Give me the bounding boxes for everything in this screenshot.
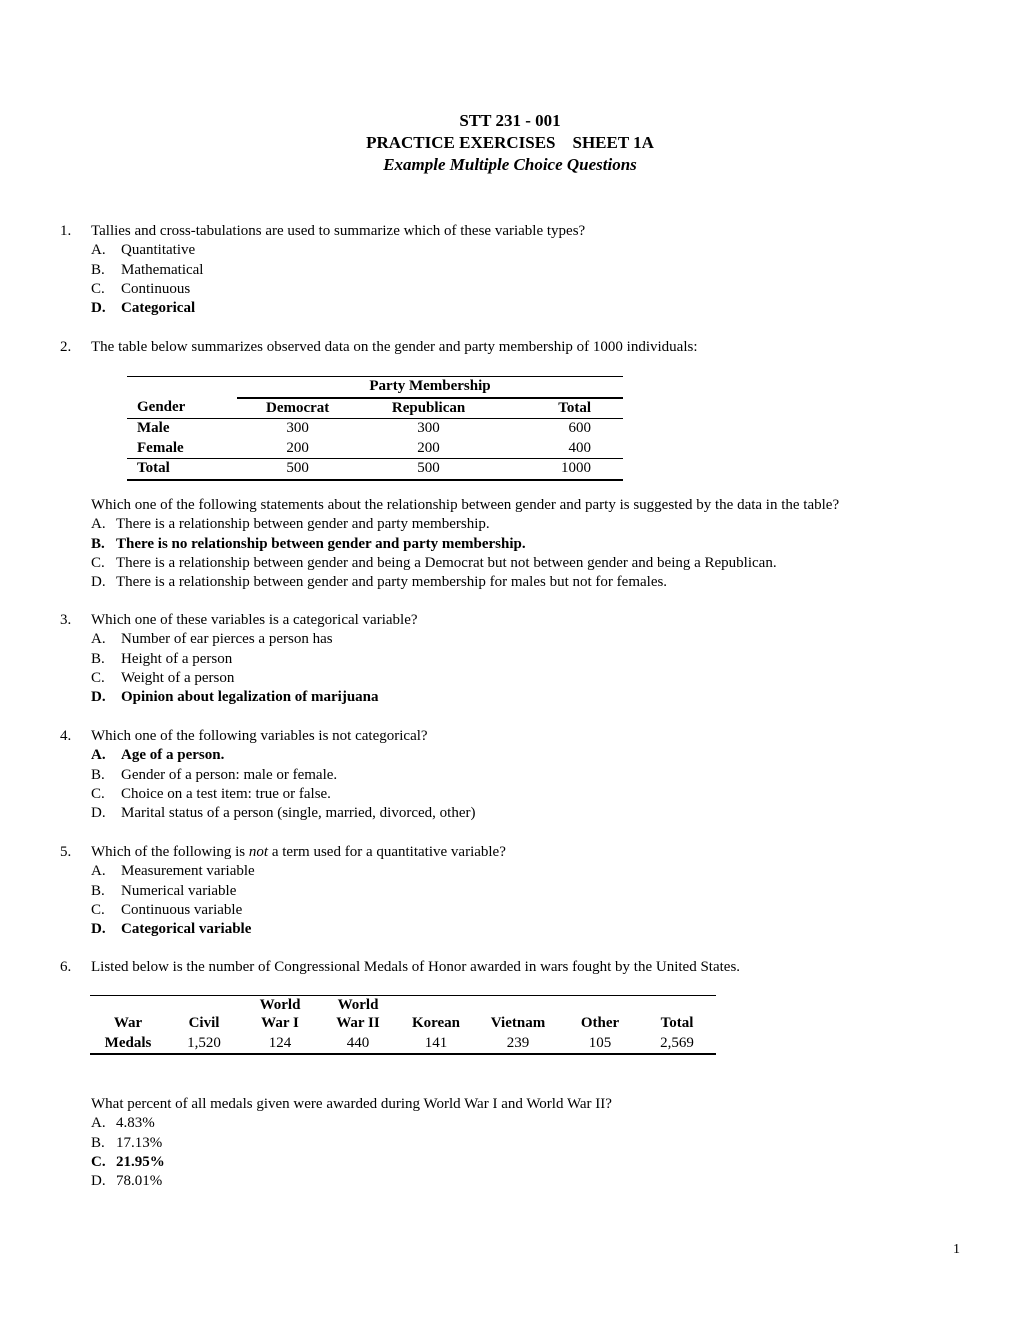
correct-option: A. Age of a person. — [91, 747, 225, 764]
correct-option: B. There is no relationship between gender and party membership. — [91, 535, 526, 552]
correct-option: D. Categorical — [91, 300, 196, 317]
question-text: Which one of the following variables is not categorical? — [91, 728, 428, 744]
question-2 — [60, 338, 960, 357]
question-text: Which of the following is — [91, 844, 249, 860]
option: B. Mathematical — [91, 261, 204, 278]
table-row: Medals 1,520 124 440 141 239 105 2,569 — [104, 1034, 694, 1051]
option: C. Choice on a test item: true or false. — [91, 785, 331, 802]
sheet-title: PRACTICE EXERCISES SHEET 1A — [366, 133, 654, 152]
header-cell: War I — [261, 1015, 299, 1031]
question-1 — [60, 222, 960, 318]
question-4 — [60, 727, 960, 823]
table-row: Female 200 200 400 — [127, 439, 623, 459]
question-text: Listed below is the number of Congressional Medals of Honor awarded in wars fought by the United States. — [91, 959, 741, 975]
table-row: Male 300 300 600 — [137, 420, 591, 436]
header-cell: Total — [660, 1015, 694, 1031]
header-cell: Vietnam — [490, 1015, 546, 1031]
question-text: What percent of all medals given were awarded during World War I and World War II? — [91, 1096, 612, 1112]
question-text: The table below summarizes observed data on the gender and party membership of 1000 individuals: — [91, 339, 698, 355]
gender-party-table — [127, 376, 623, 481]
option: B. Numerical variable — [91, 882, 237, 899]
option: B. Gender of a person: male or female. — [91, 766, 338, 783]
option: A. 4.83% — [91, 1115, 155, 1132]
question-2-followup — [91, 496, 991, 592]
option: A. Measurement variable — [91, 863, 255, 880]
header-cell: Democrat — [265, 399, 330, 416]
option: B. 17.13% — [91, 1134, 163, 1151]
option: D. Marital status of a person (single, married, divorced, other) — [91, 805, 476, 822]
header-cell: World — [337, 997, 379, 1013]
correct-option: C. 21.95% — [91, 1153, 165, 1170]
header-cell: Civil — [188, 1015, 220, 1031]
question-3 — [60, 611, 960, 707]
option: A. There is a relationship between gender and party membership. — [91, 516, 490, 533]
option: A. Number of ear pierces a person has — [91, 631, 333, 648]
question-text: Which one of the following statements about the relationship between gender and party is suggested by the data in the table? — [91, 497, 840, 513]
header-cell: Total — [558, 399, 591, 416]
page-number: 1 — [953, 1242, 960, 1257]
question-number: 4. — [60, 728, 72, 744]
group-header: Party Membership — [237, 377, 623, 398]
header-cell: War — [113, 1015, 143, 1031]
option: D. There is a relationship between gender and party membership for males but not for females. — [91, 574, 668, 591]
header-cell: Korean — [411, 1015, 461, 1031]
question-number: 1. — [60, 223, 72, 239]
header-cell: War II — [336, 1015, 380, 1031]
question-number: 3. — [60, 612, 72, 628]
correct-option: D. Categorical variable — [91, 921, 252, 938]
header-cell: World — [259, 997, 301, 1013]
table-row: Total 500 500 1000 — [137, 460, 591, 476]
option: A. Quantitative — [91, 242, 196, 259]
correct-option: D. Opinion about legalization of marijuana — [91, 689, 379, 706]
question-5 — [60, 843, 960, 939]
question-number: 2. — [60, 339, 72, 355]
question-text: Which one of these variables is a categorical variable? — [91, 612, 418, 628]
question-number: 6. — [60, 959, 72, 975]
option: D. 78.01% — [91, 1173, 163, 1190]
question-number: 5. — [60, 844, 72, 860]
subtitle: Example Multiple Choice Questions — [383, 155, 637, 174]
option: C. Continuous — [91, 280, 191, 297]
question-text: Tallies and cross-tabulations are used to summarize which of these variable types? — [91, 223, 586, 239]
question-text: a term used for a quantitative variable? — [268, 844, 506, 860]
header-cell: Other — [580, 1015, 620, 1031]
medals-table — [90, 995, 716, 1055]
question-6-followup — [91, 1095, 991, 1191]
emphasis: not — [248, 844, 269, 860]
course-title: STT 231 - 001 — [459, 111, 561, 130]
header-cell: Gender — [137, 399, 186, 415]
option: C. Continuous variable — [91, 901, 243, 918]
option: C. Weight of a person — [91, 669, 235, 686]
option: C. There is a relationship between gender and being a Democrat but not between gender and being a Republican. — [91, 554, 777, 571]
question-6 — [60, 958, 960, 977]
header-cell: Republican — [391, 399, 466, 416]
option: B. Height of a person — [91, 650, 233, 667]
